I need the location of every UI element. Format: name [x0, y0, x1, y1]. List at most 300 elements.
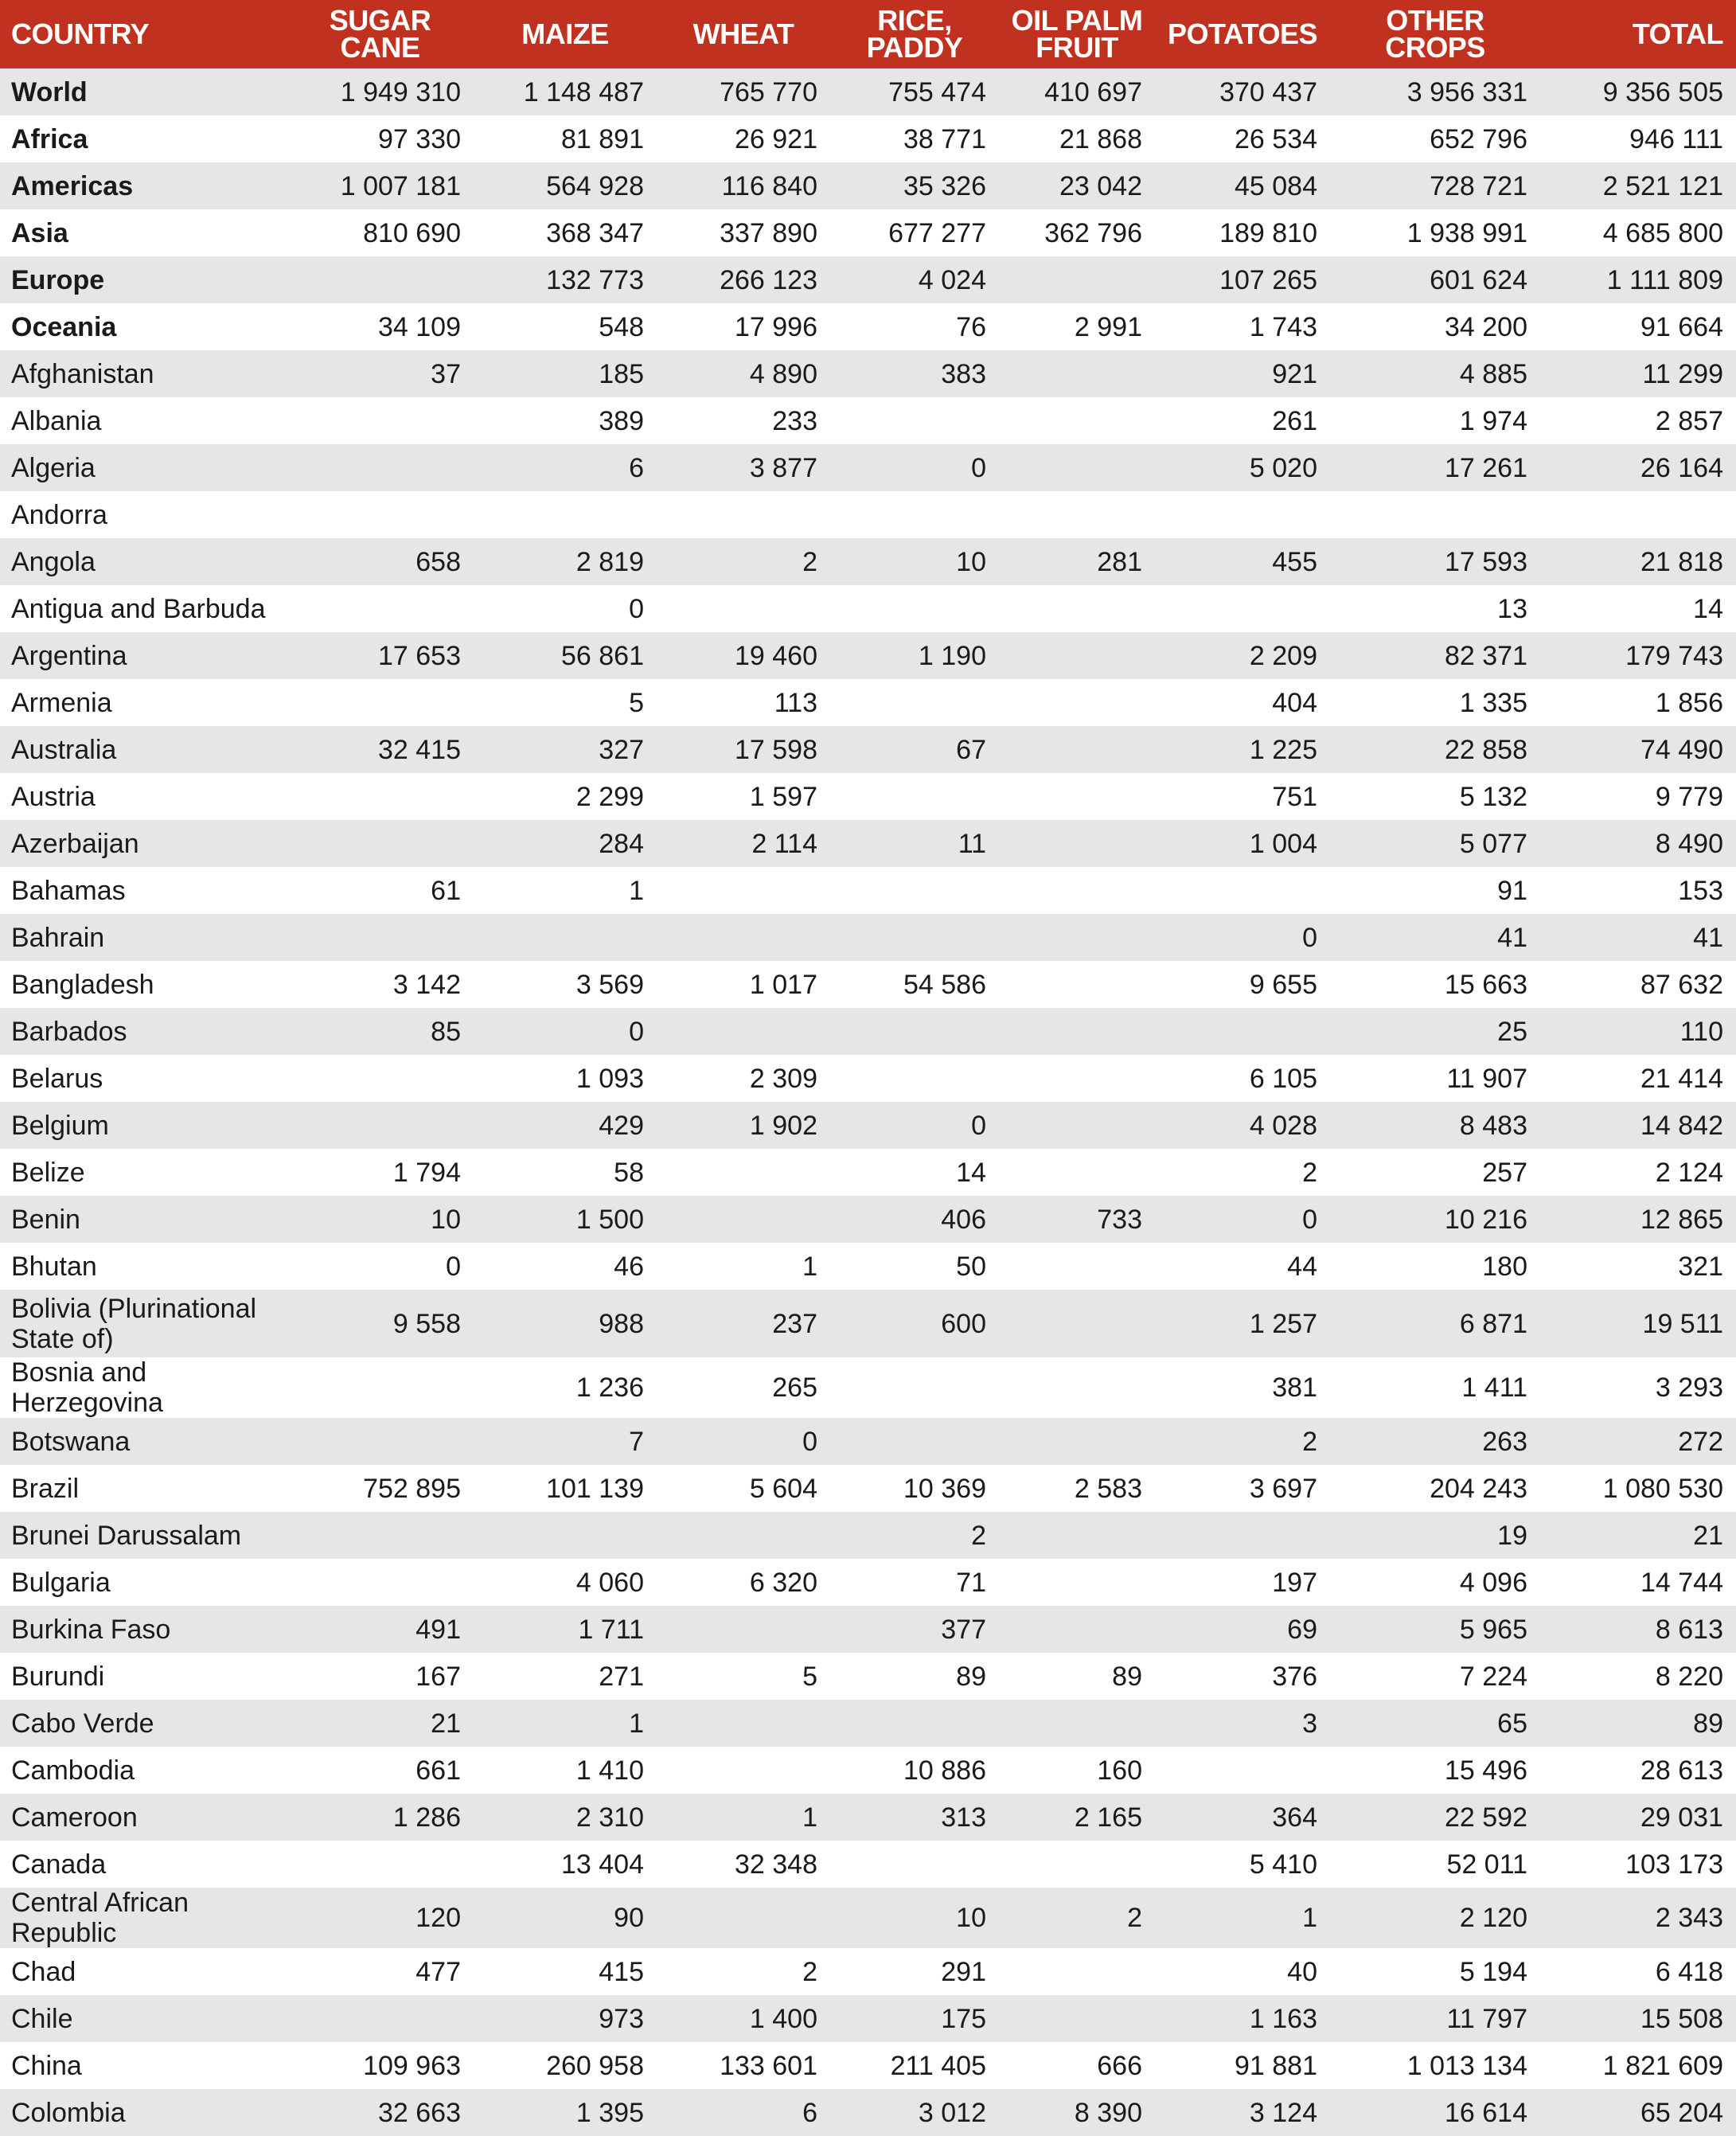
cell-potatoes: 2 — [1155, 1418, 1330, 1465]
cell-oil-palm-fruit — [999, 1995, 1155, 2042]
cell-rice-paddy: 10 — [830, 538, 999, 585]
cell-maize: 284 — [474, 820, 657, 867]
cell-country: Belize — [0, 1149, 287, 1196]
cell-country: Belgium — [0, 1102, 287, 1149]
cell-maize: 973 — [474, 1995, 657, 2042]
cell-total: 2 857 — [1540, 397, 1736, 444]
table-row — [0, 1948, 1736, 1995]
cell-country: Bhutan — [0, 1243, 287, 1290]
cell-other-crops: 15 496 — [1330, 1747, 1540, 1794]
cell-potatoes: 197 — [1155, 1559, 1330, 1606]
cell-total: 8 613 — [1540, 1606, 1736, 1653]
cell-potatoes: 3 697 — [1155, 1465, 1330, 1512]
cell-wheat: 1 017 — [657, 961, 830, 1008]
cell-rice-paddy — [830, 773, 999, 820]
cell-total: 28 613 — [1540, 1747, 1736, 1794]
cell-other-crops: 15 663 — [1330, 961, 1540, 1008]
cell-other-crops: 5 194 — [1330, 1948, 1540, 1995]
cell-wheat: 1 — [657, 1243, 830, 1290]
cell-country: Antigua and Barbuda — [0, 585, 287, 632]
cell-rice-paddy — [830, 1055, 999, 1102]
cell-wheat: 1 597 — [657, 773, 830, 820]
cell-rice-paddy — [830, 585, 999, 632]
cell-rice-paddy: 1 190 — [830, 632, 999, 679]
region-row — [0, 303, 1736, 350]
cell-country: Bosnia and Herzegovina — [0, 1357, 287, 1418]
cell-country: Botswana — [0, 1418, 287, 1465]
cell-sugar-cane: 109 963 — [287, 2042, 474, 2089]
cell-total: 4 685 800 — [1540, 209, 1736, 256]
cell-oil-palm-fruit: 666 — [999, 2042, 1155, 2089]
cell-potatoes: 370 437 — [1155, 68, 1330, 115]
cell-oil-palm-fruit: 8 390 — [999, 2089, 1155, 2136]
cell-total: 1 856 — [1540, 679, 1736, 726]
cell-wheat: 6 320 — [657, 1559, 830, 1606]
cell-country: Brazil — [0, 1465, 287, 1512]
cell-wheat: 1 — [657, 1794, 830, 1841]
cell-sugar-cane — [287, 914, 474, 961]
cell-other-crops: 5 965 — [1330, 1606, 1540, 1653]
cell-country: Benin — [0, 1196, 287, 1243]
cell-other-crops: 17 593 — [1330, 538, 1540, 585]
cell-wheat: 337 890 — [657, 209, 830, 256]
table-row — [0, 1149, 1736, 1196]
cell-sugar-cane: 752 895 — [287, 1465, 474, 1512]
table-row — [0, 1055, 1736, 1102]
cell-rice-paddy: 211 405 — [830, 2042, 999, 2089]
cell-other-crops: 17 261 — [1330, 444, 1540, 491]
cell-potatoes — [1155, 1008, 1330, 1055]
cell-rice-paddy — [830, 491, 999, 538]
cell-wheat — [657, 1747, 830, 1794]
cell-potatoes: 921 — [1155, 350, 1330, 397]
cell-total: 29 031 — [1540, 1794, 1736, 1841]
cell-total: 8 490 — [1540, 820, 1736, 867]
cell-maize: 185 — [474, 350, 657, 397]
cell-total: 272 — [1540, 1418, 1736, 1465]
cell-wheat: 5 604 — [657, 1465, 830, 1512]
cell-maize: 1 — [474, 1700, 657, 1747]
cell-wheat: 116 840 — [657, 162, 830, 209]
table-row — [0, 1606, 1736, 1653]
table-row — [0, 585, 1736, 632]
cell-oil-palm-fruit — [999, 1700, 1155, 1747]
cell-other-crops: 263 — [1330, 1418, 1540, 1465]
table-row — [0, 632, 1736, 679]
cell-wheat: 2 — [657, 538, 830, 585]
table-row — [0, 538, 1736, 585]
cell-oil-palm-fruit: 89 — [999, 1653, 1155, 1700]
cell-maize: 0 — [474, 585, 657, 632]
cell-total: 321 — [1540, 1243, 1736, 1290]
header-wheat: WHEAT — [657, 0, 830, 68]
cell-other-crops: 91 — [1330, 867, 1540, 914]
cell-wheat: 2 — [657, 1948, 830, 1995]
cell-country: World — [0, 68, 287, 115]
cell-rice-paddy — [830, 1841, 999, 1888]
cell-wheat: 5 — [657, 1653, 830, 1700]
cell-wheat: 0 — [657, 1418, 830, 1465]
cell-rice-paddy — [830, 397, 999, 444]
cell-rice-paddy: 383 — [830, 350, 999, 397]
table-row — [0, 1888, 1736, 1948]
cell-potatoes: 26 534 — [1155, 115, 1330, 162]
cell-total: 1 080 530 — [1540, 1465, 1736, 1512]
cell-oil-palm-fruit — [999, 1357, 1155, 1418]
cell-potatoes: 3 124 — [1155, 2089, 1330, 2136]
cell-other-crops: 65 — [1330, 1700, 1540, 1747]
cell-rice-paddy: 377 — [830, 1606, 999, 1653]
cell-rice-paddy: 67 — [830, 726, 999, 773]
cell-wheat: 32 348 — [657, 1841, 830, 1888]
cell-potatoes: 0 — [1155, 1196, 1330, 1243]
cell-wheat: 1 902 — [657, 1102, 830, 1149]
cell-potatoes: 261 — [1155, 397, 1330, 444]
cell-wheat — [657, 585, 830, 632]
cell-potatoes — [1155, 1512, 1330, 1559]
cell-sugar-cane: 97 330 — [287, 115, 474, 162]
cell-wheat: 4 890 — [657, 350, 830, 397]
table-row — [0, 867, 1736, 914]
cell-total: 21 — [1540, 1512, 1736, 1559]
cell-wheat: 133 601 — [657, 2042, 830, 2089]
cell-total: 21 818 — [1540, 538, 1736, 585]
cell-other-crops: 1 335 — [1330, 679, 1540, 726]
cell-maize: 271 — [474, 1653, 657, 1700]
table-row — [0, 1357, 1736, 1418]
cell-total: 2 521 121 — [1540, 162, 1736, 209]
cell-oil-palm-fruit: 21 868 — [999, 115, 1155, 162]
cell-sugar-cane — [287, 491, 474, 538]
cell-sugar-cane — [287, 773, 474, 820]
cell-rice-paddy: 10 369 — [830, 1465, 999, 1512]
cell-sugar-cane: 34 109 — [287, 303, 474, 350]
cell-sugar-cane: 21 — [287, 1700, 474, 1747]
cell-country: Bahrain — [0, 914, 287, 961]
cell-oil-palm-fruit: 733 — [999, 1196, 1155, 1243]
region-row — [0, 209, 1736, 256]
cell-maize: 260 958 — [474, 2042, 657, 2089]
table-row — [0, 1008, 1736, 1055]
cell-sugar-cane — [287, 1512, 474, 1559]
cell-potatoes: 1 257 — [1155, 1290, 1330, 1357]
cell-oil-palm-fruit — [999, 1559, 1155, 1606]
cell-potatoes: 376 — [1155, 1653, 1330, 1700]
header-rice-paddy: RICE, PADDY — [830, 0, 999, 68]
cell-other-crops: 19 — [1330, 1512, 1540, 1559]
cell-other-crops: 4 885 — [1330, 350, 1540, 397]
cell-rice-paddy: 406 — [830, 1196, 999, 1243]
cell-country: Europe — [0, 256, 287, 303]
cell-oil-palm-fruit — [999, 350, 1155, 397]
cell-wheat: 2 309 — [657, 1055, 830, 1102]
cell-other-crops: 5 132 — [1330, 773, 1540, 820]
cell-other-crops: 11 907 — [1330, 1055, 1540, 1102]
table-row — [0, 397, 1736, 444]
cell-total: 87 632 — [1540, 961, 1736, 1008]
cell-wheat — [657, 1008, 830, 1055]
cell-sugar-cane: 17 653 — [287, 632, 474, 679]
cell-potatoes — [1155, 867, 1330, 914]
cell-wheat: 266 123 — [657, 256, 830, 303]
cell-rice-paddy: 600 — [830, 1290, 999, 1357]
cell-maize: 101 139 — [474, 1465, 657, 1512]
cell-oil-palm-fruit: 160 — [999, 1747, 1155, 1794]
table-row — [0, 914, 1736, 961]
table-row — [0, 1243, 1736, 1290]
cell-total: 153 — [1540, 867, 1736, 914]
cell-wheat: 1 400 — [657, 1995, 830, 2042]
cell-oil-palm-fruit — [999, 256, 1155, 303]
cell-oil-palm-fruit — [999, 820, 1155, 867]
cell-rice-paddy: 54 586 — [830, 961, 999, 1008]
cell-potatoes — [1155, 1747, 1330, 1794]
cell-country: Central African Republic — [0, 1888, 287, 1948]
cell-sugar-cane: 1 286 — [287, 1794, 474, 1841]
cell-total: 1 111 809 — [1540, 256, 1736, 303]
cell-potatoes: 1 004 — [1155, 820, 1330, 867]
cell-sugar-cane: 120 — [287, 1888, 474, 1948]
cell-rice-paddy: 291 — [830, 1948, 999, 1995]
cell-wheat: 17 598 — [657, 726, 830, 773]
cell-other-crops: 728 721 — [1330, 162, 1540, 209]
cell-potatoes: 44 — [1155, 1243, 1330, 1290]
cell-country: China — [0, 2042, 287, 2089]
header-other-crops: OTHER CROPS — [1330, 0, 1540, 68]
cell-sugar-cane: 9 558 — [287, 1290, 474, 1357]
cell-oil-palm-fruit: 362 796 — [999, 209, 1155, 256]
cell-potatoes: 381 — [1155, 1357, 1330, 1418]
cell-oil-palm-fruit: 2 — [999, 1888, 1155, 1948]
cell-wheat: 765 770 — [657, 68, 830, 115]
cell-sugar-cane: 167 — [287, 1653, 474, 1700]
cell-potatoes: 40 — [1155, 1948, 1330, 1995]
cell-maize — [474, 491, 657, 538]
cell-potatoes: 9 655 — [1155, 961, 1330, 1008]
cell-oil-palm-fruit — [999, 1149, 1155, 1196]
cell-country: Cameroon — [0, 1794, 287, 1841]
cell-total: 91 664 — [1540, 303, 1736, 350]
cell-oil-palm-fruit — [999, 1948, 1155, 1995]
cell-sugar-cane — [287, 1357, 474, 1418]
cell-oil-palm-fruit — [999, 1418, 1155, 1465]
cell-total: 14 — [1540, 585, 1736, 632]
cell-other-crops: 180 — [1330, 1243, 1540, 1290]
cell-rice-paddy: 313 — [830, 1794, 999, 1841]
cell-total: 14 842 — [1540, 1102, 1736, 1149]
cell-maize: 415 — [474, 1948, 657, 1995]
cell-maize: 7 — [474, 1418, 657, 1465]
cell-sugar-cane — [287, 1559, 474, 1606]
cell-wheat — [657, 1149, 830, 1196]
cell-potatoes: 45 084 — [1155, 162, 1330, 209]
cell-potatoes: 2 — [1155, 1149, 1330, 1196]
cell-sugar-cane — [287, 820, 474, 867]
cell-rice-paddy: 10 886 — [830, 1747, 999, 1794]
cell-other-crops: 1 013 134 — [1330, 2042, 1540, 2089]
cell-oil-palm-fruit — [999, 585, 1155, 632]
cell-maize: 13 404 — [474, 1841, 657, 1888]
cell-rice-paddy: 677 277 — [830, 209, 999, 256]
cell-total: 41 — [1540, 914, 1736, 961]
cell-maize: 1 711 — [474, 1606, 657, 1653]
cell-oil-palm-fruit — [999, 773, 1155, 820]
region-row — [0, 162, 1736, 209]
cell-total: 110 — [1540, 1008, 1736, 1055]
table-row — [0, 1653, 1736, 1700]
cell-maize: 1 236 — [474, 1357, 657, 1418]
cell-other-crops: 41 — [1330, 914, 1540, 961]
cell-other-crops: 13 — [1330, 585, 1540, 632]
cell-wheat: 233 — [657, 397, 830, 444]
cell-other-crops: 2 120 — [1330, 1888, 1540, 1948]
cell-rice-paddy: 0 — [830, 444, 999, 491]
header-maize: MAIZE — [474, 0, 657, 68]
table-row — [0, 1794, 1736, 1841]
cell-wheat — [657, 1700, 830, 1747]
cell-rice-paddy: 38 771 — [830, 115, 999, 162]
cell-maize: 5 — [474, 679, 657, 726]
cell-maize: 327 — [474, 726, 657, 773]
cell-rice-paddy: 2 — [830, 1512, 999, 1559]
cell-country: Bolivia (Plurinational State of) — [0, 1290, 287, 1357]
cell-country: Australia — [0, 726, 287, 773]
cell-rice-paddy — [830, 867, 999, 914]
cell-maize: 4 060 — [474, 1559, 657, 1606]
cell-wheat: 265 — [657, 1357, 830, 1418]
region-row — [0, 256, 1736, 303]
cell-total: 946 111 — [1540, 115, 1736, 162]
cell-oil-palm-fruit — [999, 679, 1155, 726]
cell-rice-paddy: 14 — [830, 1149, 999, 1196]
cell-sugar-cane: 661 — [287, 1747, 474, 1794]
table-row — [0, 2089, 1736, 2136]
cell-oil-palm-fruit — [999, 914, 1155, 961]
cell-country: Cabo Verde — [0, 1700, 287, 1747]
cell-potatoes: 1 163 — [1155, 1995, 1330, 2042]
table-row — [0, 773, 1736, 820]
cell-potatoes: 69 — [1155, 1606, 1330, 1653]
cell-sugar-cane — [287, 1102, 474, 1149]
cell-country: Bulgaria — [0, 1559, 287, 1606]
cell-rice-paddy — [830, 1357, 999, 1418]
cell-maize: 56 861 — [474, 632, 657, 679]
cell-other-crops: 52 011 — [1330, 1841, 1540, 1888]
cell-sugar-cane: 32 415 — [287, 726, 474, 773]
cell-country: Burkina Faso — [0, 1606, 287, 1653]
cell-oil-palm-fruit — [999, 1008, 1155, 1055]
cell-maize: 1 — [474, 867, 657, 914]
cell-sugar-cane: 85 — [287, 1008, 474, 1055]
cell-other-crops: 22 592 — [1330, 1794, 1540, 1841]
table-row — [0, 1465, 1736, 1512]
cell-country: Armenia — [0, 679, 287, 726]
cell-other-crops — [1330, 491, 1540, 538]
cell-other-crops: 22 858 — [1330, 726, 1540, 773]
cell-total: 11 299 — [1540, 350, 1736, 397]
cell-rice-paddy: 71 — [830, 1559, 999, 1606]
cell-country: Barbados — [0, 1008, 287, 1055]
cell-wheat — [657, 491, 830, 538]
cell-sugar-cane — [287, 1995, 474, 2042]
cell-country: Azerbaijan — [0, 820, 287, 867]
cell-potatoes: 189 810 — [1155, 209, 1330, 256]
cell-country: Americas — [0, 162, 287, 209]
cell-potatoes: 455 — [1155, 538, 1330, 585]
cell-oil-palm-fruit — [999, 632, 1155, 679]
cell-total: 26 164 — [1540, 444, 1736, 491]
cell-country: Austria — [0, 773, 287, 820]
table-row — [0, 1700, 1736, 1747]
cell-rice-paddy — [830, 914, 999, 961]
table-row — [0, 1102, 1736, 1149]
cell-maize: 1 093 — [474, 1055, 657, 1102]
table-row — [0, 1290, 1736, 1357]
cell-oil-palm-fruit: 2 583 — [999, 1465, 1155, 1512]
cell-other-crops: 4 096 — [1330, 1559, 1540, 1606]
table-row — [0, 1559, 1736, 1606]
cell-sugar-cane — [287, 1055, 474, 1102]
cell-sugar-cane: 658 — [287, 538, 474, 585]
cell-total: 2 343 — [1540, 1888, 1736, 1948]
cell-oil-palm-fruit — [999, 867, 1155, 914]
cell-total: 74 490 — [1540, 726, 1736, 773]
cell-country: Angola — [0, 538, 287, 585]
cell-other-crops: 8 483 — [1330, 1102, 1540, 1149]
cell-other-crops: 1 411 — [1330, 1357, 1540, 1418]
cell-other-crops: 6 871 — [1330, 1290, 1540, 1357]
table-row — [0, 491, 1736, 538]
cell-maize: 548 — [474, 303, 657, 350]
cell-country: Chile — [0, 1995, 287, 2042]
cell-other-crops: 34 200 — [1330, 303, 1540, 350]
cell-potatoes: 404 — [1155, 679, 1330, 726]
table-row — [0, 679, 1736, 726]
cell-total: 19 511 — [1540, 1290, 1736, 1357]
cell-total: 9 779 — [1540, 773, 1736, 820]
cell-sugar-cane: 1 007 181 — [287, 162, 474, 209]
cell-country: Canada — [0, 1841, 287, 1888]
cell-oil-palm-fruit — [999, 1290, 1155, 1357]
header-country: COUNTRY — [0, 0, 287, 68]
table-row — [0, 444, 1736, 491]
cell-other-crops: 10 216 — [1330, 1196, 1540, 1243]
table-row — [0, 350, 1736, 397]
cell-oil-palm-fruit — [999, 1055, 1155, 1102]
cell-sugar-cane: 810 690 — [287, 209, 474, 256]
cell-rice-paddy — [830, 1700, 999, 1747]
cell-oil-palm-fruit — [999, 1243, 1155, 1290]
cell-rice-paddy: 50 — [830, 1243, 999, 1290]
table-row — [0, 2042, 1736, 2089]
cell-country: Algeria — [0, 444, 287, 491]
cell-potatoes: 91 881 — [1155, 2042, 1330, 2089]
cell-oil-palm-fruit — [999, 1841, 1155, 1888]
cell-oil-palm-fruit — [999, 1606, 1155, 1653]
cell-total: 179 743 — [1540, 632, 1736, 679]
cell-maize: 81 891 — [474, 115, 657, 162]
cell-total — [1540, 491, 1736, 538]
cell-other-crops: 5 077 — [1330, 820, 1540, 867]
cell-sugar-cane — [287, 1418, 474, 1465]
cell-potatoes: 2 209 — [1155, 632, 1330, 679]
cell-country: Asia — [0, 209, 287, 256]
cell-oil-palm-fruit — [999, 961, 1155, 1008]
cell-potatoes — [1155, 585, 1330, 632]
cell-maize: 389 — [474, 397, 657, 444]
cell-sugar-cane: 61 — [287, 867, 474, 914]
cell-country: Oceania — [0, 303, 287, 350]
